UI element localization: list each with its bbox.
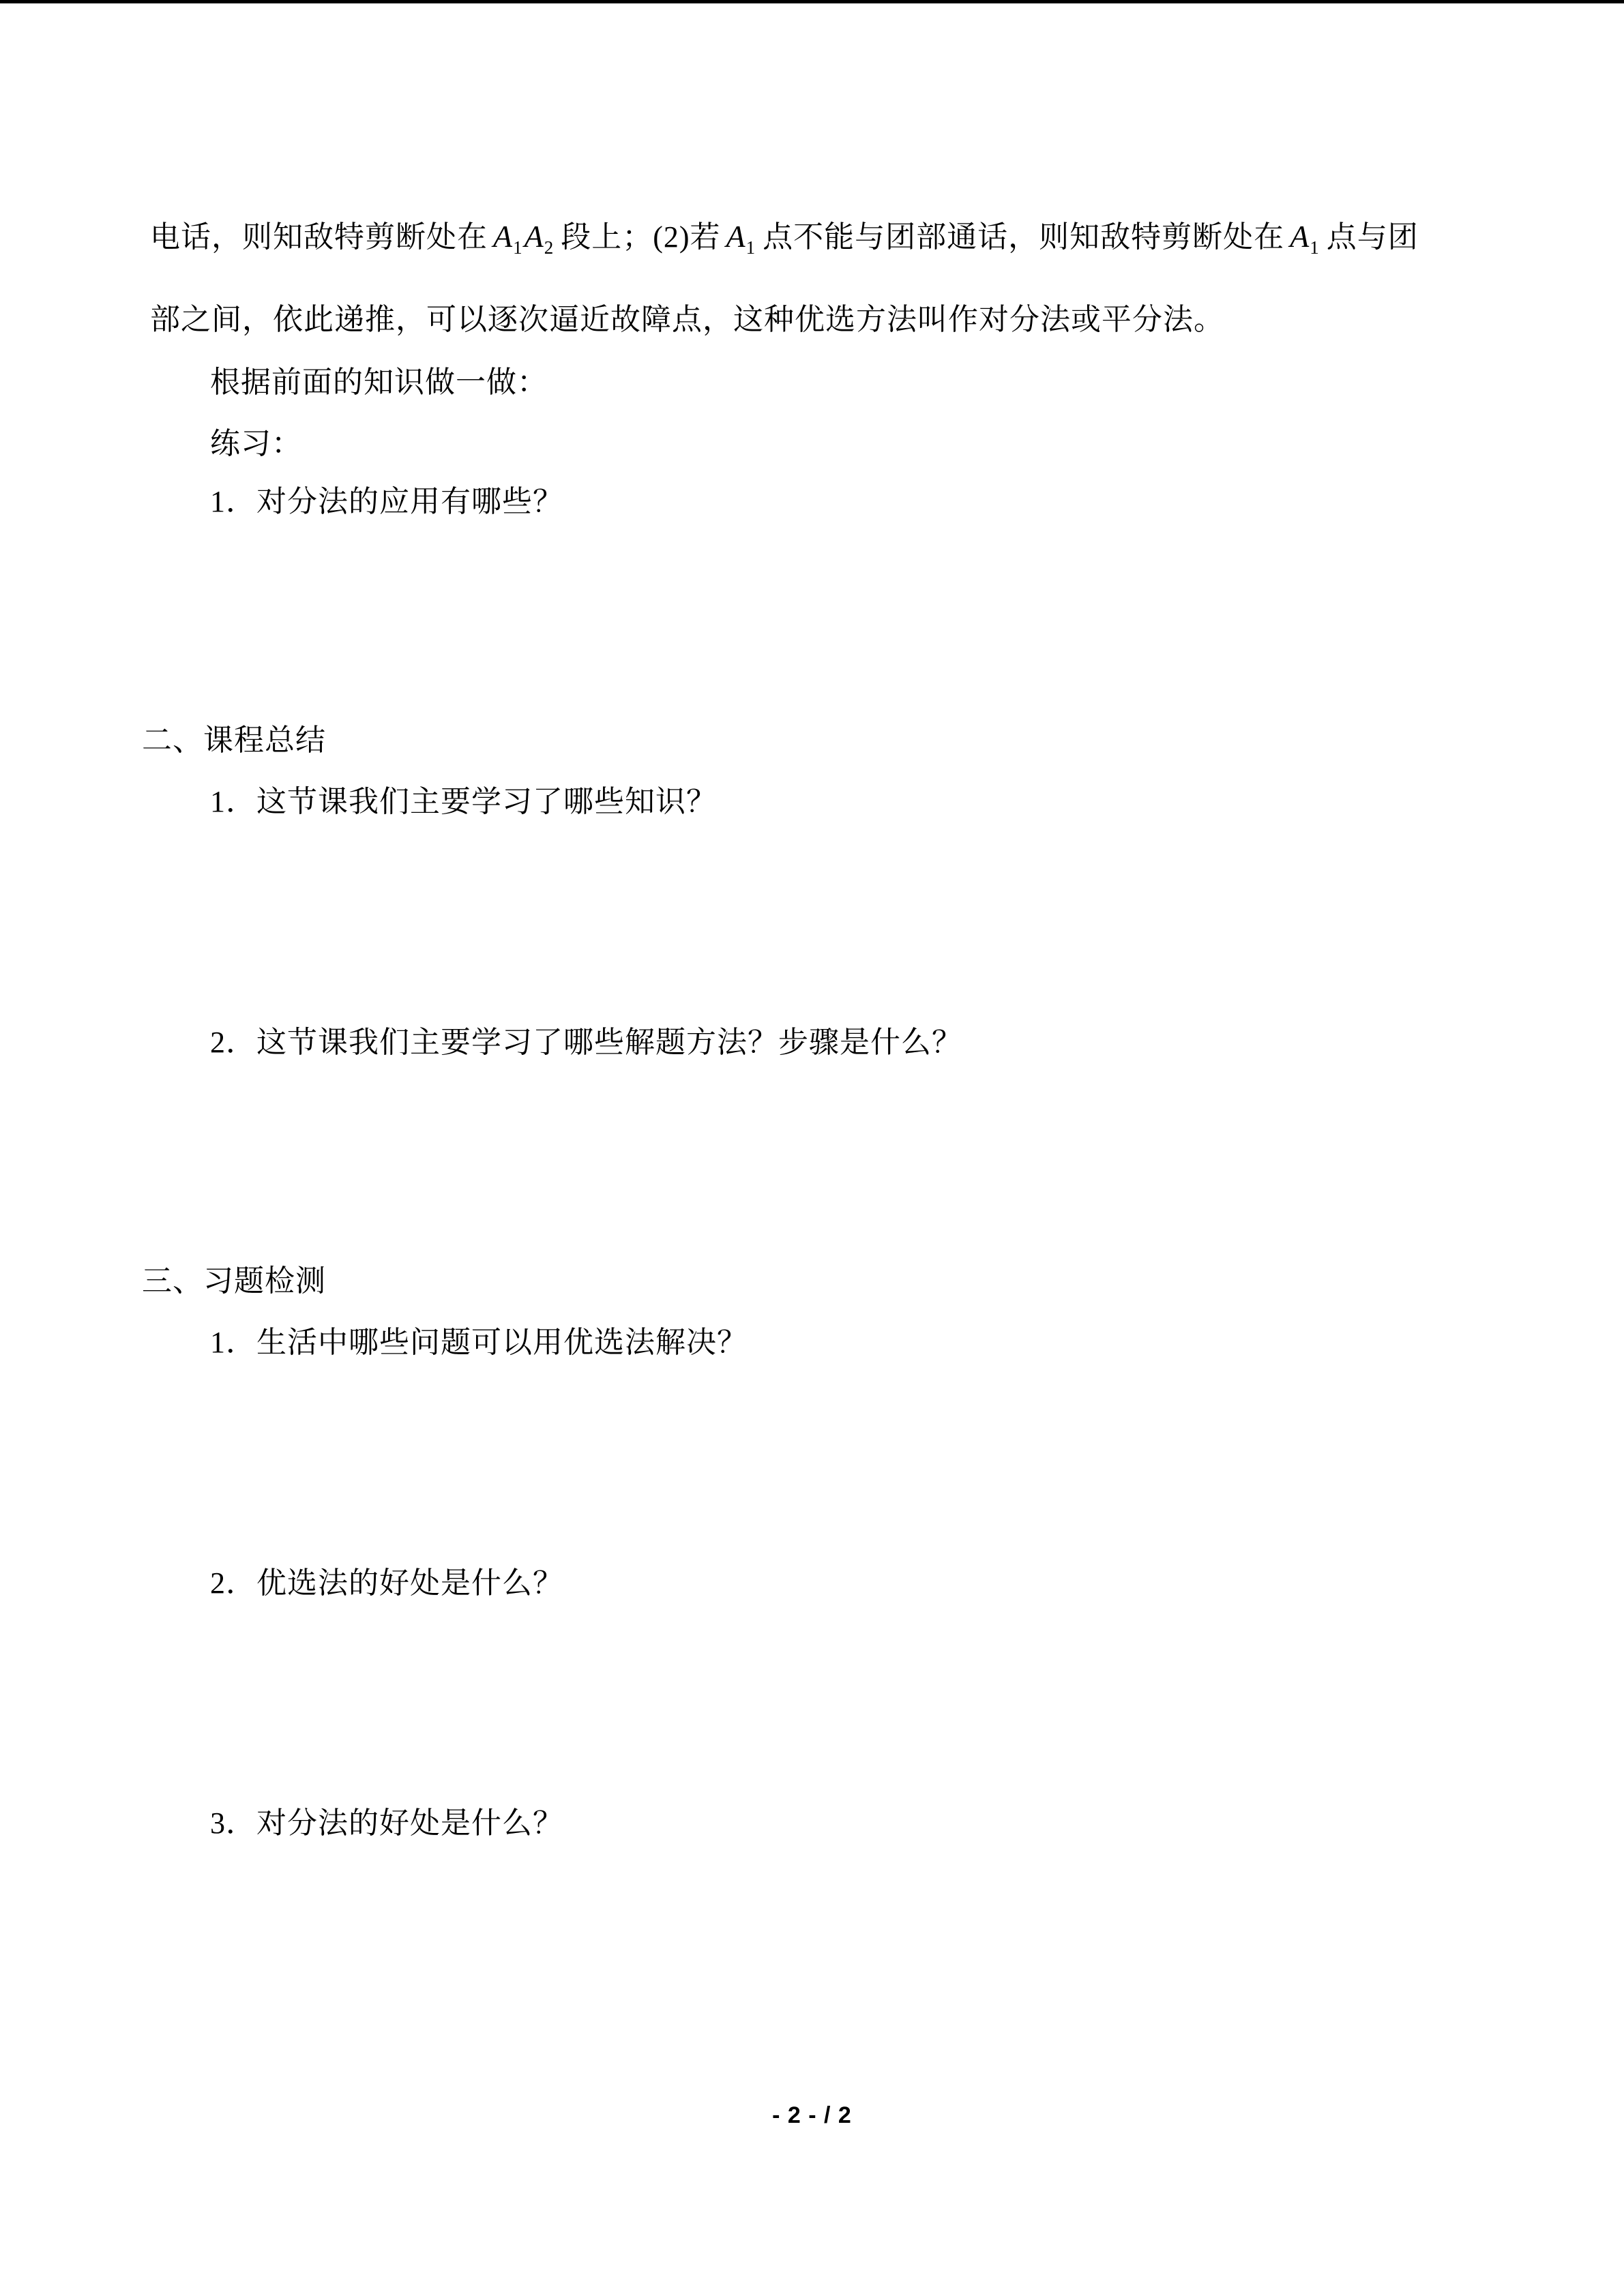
text-run: 段上；(2)若 [561, 220, 721, 254]
section-2-heading: 二、课程总结 [142, 724, 326, 757]
formula-a1 [721, 219, 763, 258]
section-3-question-2: 2．优选法的好处是什么？ [210, 1566, 563, 1600]
formula-a1a2 [488, 219, 561, 258]
section-3-heading: 三、习题检测 [142, 1264, 326, 1298]
section-2-question-2: 2．这节课我们主要学习了哪些解题方法？步骤是什么？ [210, 1026, 962, 1059]
page-number: - 2 - / 2 [772, 2102, 852, 2128]
math-subscript: 2 [544, 237, 554, 258]
text-run: 点不能与团部通话，则知敌特剪断处在 [763, 220, 1285, 254]
page-footer [0, 2103, 1624, 2128]
intro-paragraph-line-1 [150, 219, 1419, 258]
math-subscript: 1 [513, 237, 522, 258]
math-variable: A [524, 219, 544, 254]
scan-top-edge [0, 0, 1624, 3]
text-run: 点与团 [1326, 220, 1419, 254]
practice-question-1: 1．对分法的应用有哪些？ [210, 485, 563, 518]
math-variable: A [1290, 219, 1310, 254]
formula-a1 [1284, 219, 1327, 258]
section-3-question-1: 1．生活中哪些问题可以用优选法解决？ [210, 1326, 748, 1359]
section-2-question-1: 1．这节课我们主要学习了哪些知识？ [210, 785, 717, 818]
practice-label-line: 练习： [210, 427, 302, 460]
math-variable: A [726, 219, 746, 254]
section-3-question-3: 3．对分法的好处是什么？ [210, 1806, 563, 1840]
text-run: 电话，则知敌特剪断处在 [150, 220, 488, 254]
math-subscript: 1 [745, 237, 756, 258]
practice-intro-line: 根据前面的知识做一做： [210, 366, 548, 399]
math-variable: A [493, 219, 514, 254]
math-subscript: 1 [1310, 237, 1319, 258]
intro-paragraph-line-2: 部之间，依此递推，可以逐次逼近故障点，这种优选方法叫作对分法或平分法。 [150, 303, 1224, 336]
